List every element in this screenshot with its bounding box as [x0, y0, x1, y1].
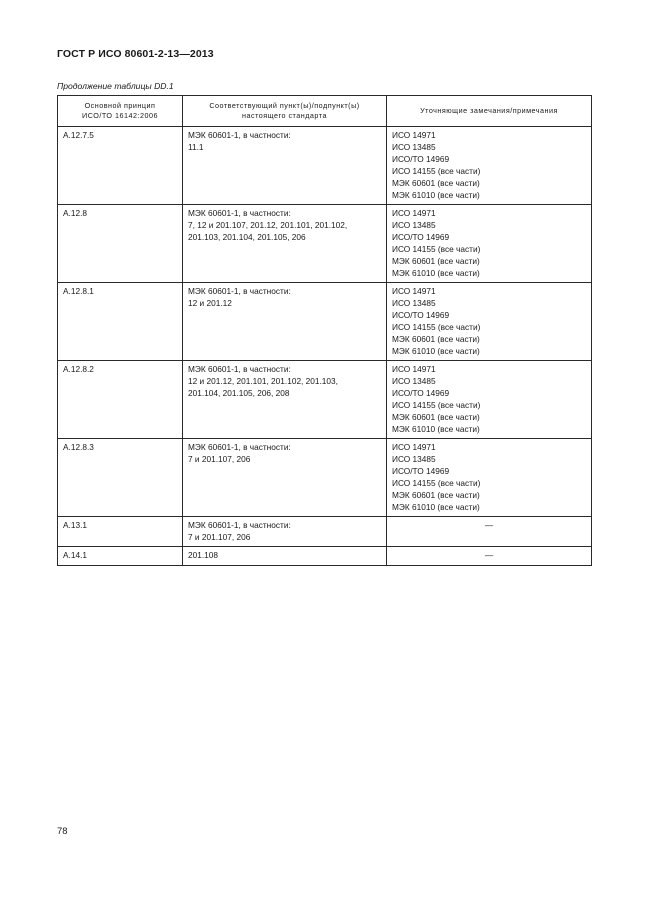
remarks-cell [387, 127, 592, 205]
clauses-cell [183, 205, 387, 283]
remark-line: МЭК 60601 (все части) [392, 178, 480, 188]
table-row [58, 127, 592, 205]
remark-line: МЭК 61010 (все части) [392, 502, 480, 512]
remark-line: ИСО 14155 (все части) [392, 478, 481, 488]
table-row [58, 439, 592, 517]
column-header-line: настоящего стандарта [242, 111, 327, 120]
remark-line: ИСО 14971 [392, 442, 436, 452]
remarks-cell [387, 283, 592, 361]
principle-cell: A.12.8.2 [58, 361, 183, 439]
table-row [58, 205, 592, 283]
clause-line: 7, 12 и 201.107, 201.12, 201.101, 201.102, [188, 220, 348, 230]
clause-line: 12 и 201.12, 201.101, 201.102, 201.103, [188, 376, 338, 386]
remark-line: МЭК 61010 (все части) [392, 346, 480, 356]
remark-line: ИСО 14155 (все части) [392, 400, 481, 410]
table-row [58, 547, 592, 566]
clause-line: МЭК 60601-1, в частности: [188, 130, 291, 140]
clauses-cell [183, 361, 387, 439]
remark-line: ИСО 13485 [392, 298, 436, 308]
remark-line: ИСО 14971 [392, 286, 436, 296]
column-header-clauses [183, 96, 387, 127]
column-header-line: Соответствующий пункт(ы)/подпункт(ы) [209, 101, 360, 110]
column-header-line: ИСО/ТО 16142:2006 [82, 111, 158, 120]
page-number: 78 [57, 826, 68, 837]
table-row [58, 517, 592, 547]
clause-line: 12 и 201.12 [188, 298, 232, 308]
remark-line: МЭК 60601 (все части) [392, 412, 480, 422]
clauses-cell [183, 517, 387, 547]
remark-line: МЭК 61010 (все части) [392, 424, 480, 434]
remark-line: ИСО/ТО 14969 [392, 154, 450, 164]
principle-cell: A.12.7.5 [58, 127, 183, 205]
document-header: ГОСТ Р ИСО 80601-2-13—2013 [57, 48, 214, 60]
remark-line: МЭК 60601 (все части) [392, 334, 480, 344]
principle-cell: A.12.8 [58, 205, 183, 283]
remark-line: ИСО 13485 [392, 454, 436, 464]
principle-cell: A.12.8.3 [58, 439, 183, 517]
remarks-cell [387, 439, 592, 517]
clause-line: МЭК 60601-1, в частности: [188, 208, 291, 218]
column-header-line: Основной принцип [84, 101, 156, 110]
remark-line: ИСО 14155 (все части) [392, 322, 481, 332]
remark-line: МЭК 60601 (все части) [392, 256, 480, 266]
remark-line: ИСО 14155 (все части) [392, 244, 481, 254]
remark-line: МЭК 61010 (все части) [392, 190, 480, 200]
remarks-cell: — [387, 517, 592, 547]
clause-line: МЭК 60601-1, в частности: [188, 286, 291, 296]
clause-line: МЭК 60601-1, в частности: [188, 364, 291, 374]
table-header-row [58, 96, 592, 127]
table-row [58, 283, 592, 361]
clause-line: 7 и 201.107, 206 [188, 532, 251, 542]
clauses-cell [183, 283, 387, 361]
clause-line: 11.1 [188, 142, 204, 152]
remark-line: ИСО/ТО 14969 [392, 388, 450, 398]
remarks-cell: — [387, 547, 592, 566]
clauses-cell [183, 439, 387, 517]
remark-line: ИСО 13485 [392, 220, 436, 230]
table-row [58, 361, 592, 439]
remark-line: ИСО 14971 [392, 364, 436, 374]
clause-line: 201.103, 201.104, 201.105, 206 [188, 232, 306, 242]
column-header-line: Уточняющие замечания/примечания [420, 106, 558, 115]
clause-line: 7 и 201.107, 206 [188, 454, 251, 464]
principle-cell: A.12.8.1 [58, 283, 183, 361]
remark-line: ИСО 13485 [392, 376, 436, 386]
remark-line: ИСО/ТО 14969 [392, 310, 450, 320]
clause-line: 201.104, 201.105, 206, 208 [188, 388, 290, 398]
remark-line: ИСО/ТО 14969 [392, 232, 450, 242]
remarks-cell [387, 361, 592, 439]
clause-line: МЭК 60601-1, в частности: [188, 442, 291, 452]
table-caption: Продолжение таблицы DD.1 [57, 81, 174, 91]
clause-line: МЭК 60601-1, в частности: [188, 520, 291, 530]
remark-line: ИСО 14971 [392, 130, 436, 140]
clauses-cell [183, 127, 387, 205]
principle-cell: A.13.1 [58, 517, 183, 547]
remark-line: МЭК 60601 (все части) [392, 490, 480, 500]
remark-line: ИСО 14155 (все части) [392, 166, 481, 176]
column-header-remarks [387, 96, 592, 127]
column-header-principle [58, 96, 183, 127]
requirements-table [57, 95, 592, 566]
principle-cell: A.14.1 [58, 547, 183, 566]
remark-line: ИСО 14971 [392, 208, 436, 218]
remark-line: МЭК 61010 (все части) [392, 268, 480, 278]
remark-line: ИСО 13485 [392, 142, 436, 152]
clauses-cell: 201.108 [183, 547, 387, 566]
remark-line: ИСО/ТО 14969 [392, 466, 450, 476]
remarks-cell [387, 205, 592, 283]
